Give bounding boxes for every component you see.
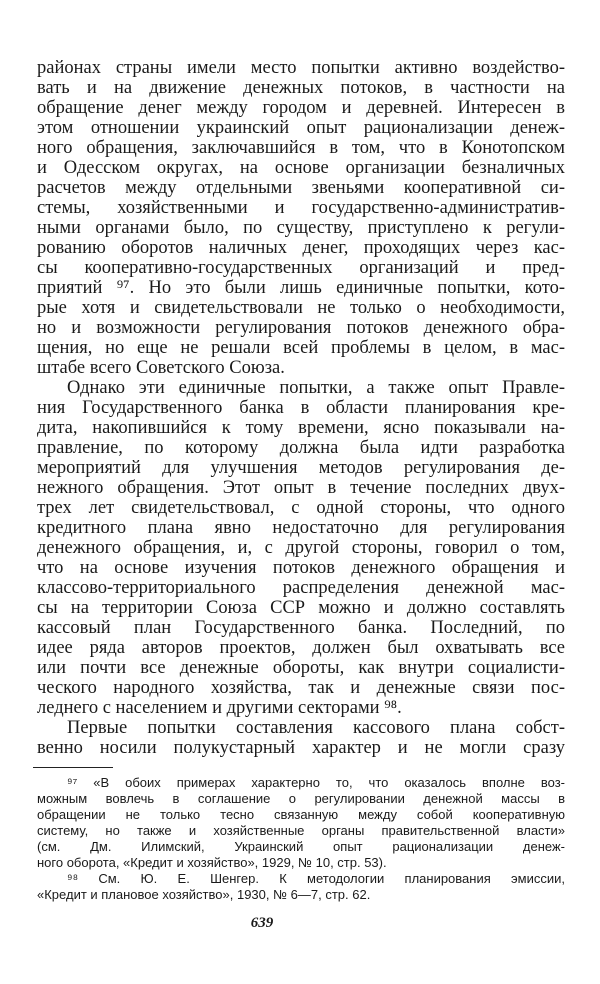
main-text xyxy=(37,58,565,758)
text-line: или почти все денежные обороты, как внутри социалисти- xyxy=(37,658,565,678)
text-line: денежного обращения, и, с другой стороны, говорил о том, xyxy=(37,538,565,558)
text-line: венно носили полукустарный характер и не могли сразу xyxy=(37,738,565,758)
text-line: сы кооперативно-государственных организаций и пред- xyxy=(37,258,565,278)
text-line: Однако эти единичные попытки, а также опыт Правле- xyxy=(67,378,565,398)
text-line: ⁹⁷ «В обоих примерах характерно то, что оказалось вполне воз- xyxy=(67,775,565,790)
text-line: обращении не только тесно связанную между собой кооперативную xyxy=(37,807,565,822)
text-line: леднего с населением и другими секторами ⁹⁸. xyxy=(37,698,402,718)
text-line: районах страны имели место попытки активно воздейство- xyxy=(37,58,565,78)
text-line: но и возможности регулирования потоков денежного обра- xyxy=(37,318,565,338)
footnotes xyxy=(37,775,565,903)
text-line: что на основе изучения потоков денежного обращения и xyxy=(37,558,565,578)
paragraph xyxy=(37,378,565,718)
text-line: классово-территориального распределения денежной мас- xyxy=(37,578,565,598)
text-line: правление, по которому должна была идти разработка xyxy=(37,438,565,458)
text-line: штабе всего Советского Союза. xyxy=(37,358,285,378)
page-number: 639 xyxy=(250,915,274,931)
text-line: мероприятий для улучшения методов регулирования де- xyxy=(37,458,565,478)
text-line: ными органами было, по существу, приступлено к регули- xyxy=(37,218,565,238)
text-line: ческого народного хозяйства, так и денежные связи пос- xyxy=(37,678,565,698)
text-line: ⁹⁸ См. Ю. Е. Шенгер. К методологии планирования эмиссии, xyxy=(67,871,565,886)
text-line: рованию оборотов наличных денег, проходящих через кас- xyxy=(37,238,565,258)
text-line: приятий ⁹⁷. Но это были лишь единичные попытки, кото- xyxy=(37,278,565,298)
footnote-divider xyxy=(33,767,113,768)
text-line: щения, но еще не решали всей проблемы в целом, в мас- xyxy=(37,338,565,358)
text-line: сы на территории Союза ССР можно и должно составлять xyxy=(37,598,565,618)
footnote xyxy=(37,775,565,871)
text-line: ния Государственного банка в области планирования кре- xyxy=(37,398,565,418)
text-line: ного обращения, заключавшийся в том, что в Конотопском xyxy=(37,138,565,158)
text-line: (см. Дм. Илимский, Украинский опыт рационализации денеж- xyxy=(37,839,565,854)
paragraph xyxy=(37,718,565,758)
text-line: кредитного плана явно недостаточно для регулирования xyxy=(37,518,565,538)
text-line: дита, накопившийся к тому времени, ясно показывали на- xyxy=(37,418,565,438)
text-line: расчетов между отдельными звеньями кооперативной си- xyxy=(37,178,565,198)
text-line: ного оборота, «Кредит и хозяйство», 1929, № 10, стр. 53). xyxy=(37,855,387,870)
text-line: систему, но также и хозяйственные органы правительственной власти» xyxy=(37,823,565,838)
text-line: кассовый план Государственного банка. Последний, по xyxy=(37,618,565,638)
text-line: и Одесском округах, на основе организации безналичных xyxy=(37,158,565,178)
text-line: вать и на движение денежных потоков, в частности на xyxy=(37,78,565,98)
text-line: нежного обращения. Этот опыт в течение последних двух- xyxy=(37,478,565,498)
text-line: можным вовлечь в соглашение о регулировании денежной массы в xyxy=(37,791,565,806)
text-line: стемы, хозяйственными и государственно-административ- xyxy=(37,198,565,218)
footnote xyxy=(37,871,565,903)
text-line: рые хотя и свидетельствовали не только о необходимости, xyxy=(37,298,565,318)
text-line: трех лет свидетельствовал, с одной стороны, что одного xyxy=(37,498,565,518)
text-line: этом отношении украинский опыт рационализации денеж- xyxy=(37,118,565,138)
text-line: «Кредит и плановое хозяйство», 1930, № 6—7, стр. 62. xyxy=(37,887,371,902)
text-line: идее ряда авторов проектов, должен был охватывать все xyxy=(37,638,565,658)
paragraph xyxy=(37,58,565,378)
text-line: обращение денег между городом и деревней. Интересен в xyxy=(37,98,565,118)
text-line: Первые попытки составления кассового плана собст- xyxy=(67,718,565,738)
